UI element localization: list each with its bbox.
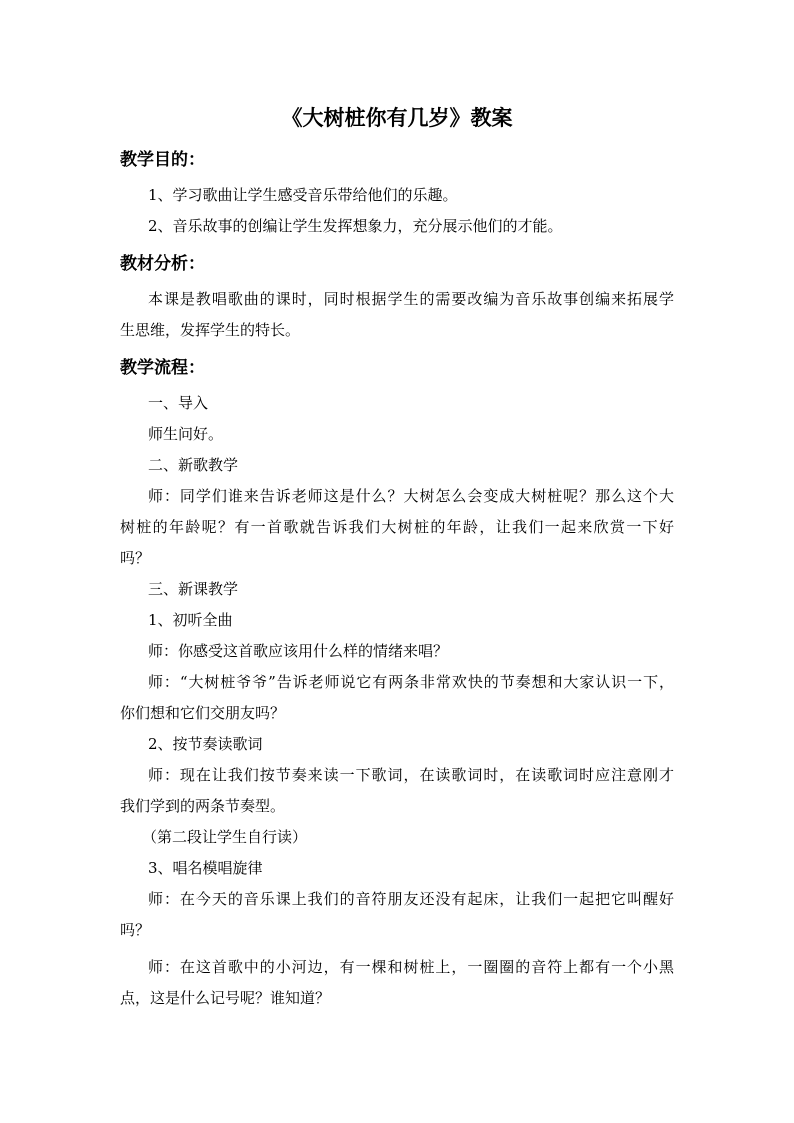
process-line: （第二段让学生自行读） (142, 828, 308, 846)
section-heading-material-analysis: 教材分析： (120, 254, 205, 274)
process-line: 1、初听全曲 (148, 611, 233, 629)
process-line: 师：同学们谁来告诉老师这是什么？大树怎么会变成大树桩呢？那么这个大 (148, 487, 674, 505)
process-line: 你们想和它们交朋友吗？ (120, 704, 286, 722)
process-line: 点，这是什么记号呢？谁知道？ (120, 989, 331, 1007)
process-line: 师：你感受这首歌应该用什么样的情绪来唱？ (148, 642, 449, 660)
process-line: 师：现在让我们按节奏来读一下歌词，在读歌词时，在读歌词时应注意刚才 (148, 766, 674, 784)
process-line: 一、导入 (148, 394, 209, 412)
document-title: 《大树桩你有几岁》教案 (281, 105, 513, 130)
process-line: 三、新课教学 (148, 580, 239, 598)
process-line: 吗？ (120, 921, 151, 939)
section-heading-teaching-process: 教学流程： (120, 358, 205, 378)
process-line: 师生问好。 (148, 425, 224, 443)
analysis-line-1: 本课是教唱歌曲的课时，同时根据学生的需要改编为音乐故事创编来拓展学 (148, 290, 674, 308)
process-line: 吗？ (120, 549, 151, 567)
goal-item-1: 1、学习歌曲让学生感受音乐带给他们的乐趣。 (148, 186, 458, 204)
goal-item-2: 2、音乐故事的创编让学生发挥想象力，充分展示他们的才能。 (148, 217, 563, 235)
process-line: 师：“大树桩爷爷”告诉老师说它有两条非常欢快的节奏想和大家认识一下， (148, 673, 674, 691)
process-line: 我们学到的两条节奏型。 (120, 797, 286, 815)
section-heading-teaching-goals: 教学目的： (120, 150, 205, 170)
process-line: 3、唱名模唱旋律 (148, 859, 263, 877)
process-line: 二、新歌教学 (148, 456, 239, 474)
process-line: 师：在这首歌中的小河边，有一棵和树桩上，一圈圈的音符上都有一个小黑 (148, 958, 674, 976)
analysis-line-2: 生思维，发挥学生的特长。 (120, 321, 301, 339)
process-line: 2、按节奏读歌词 (148, 735, 263, 753)
process-line: 树桩的年龄呢？有一首歌就告诉我们大树桩的年龄，让我们一起来欣赏一下好 (120, 518, 674, 536)
process-line: 师：在今天的音乐课上我们的音符朋友还没有起床，让我们一起把它叫醒好 (148, 890, 674, 908)
